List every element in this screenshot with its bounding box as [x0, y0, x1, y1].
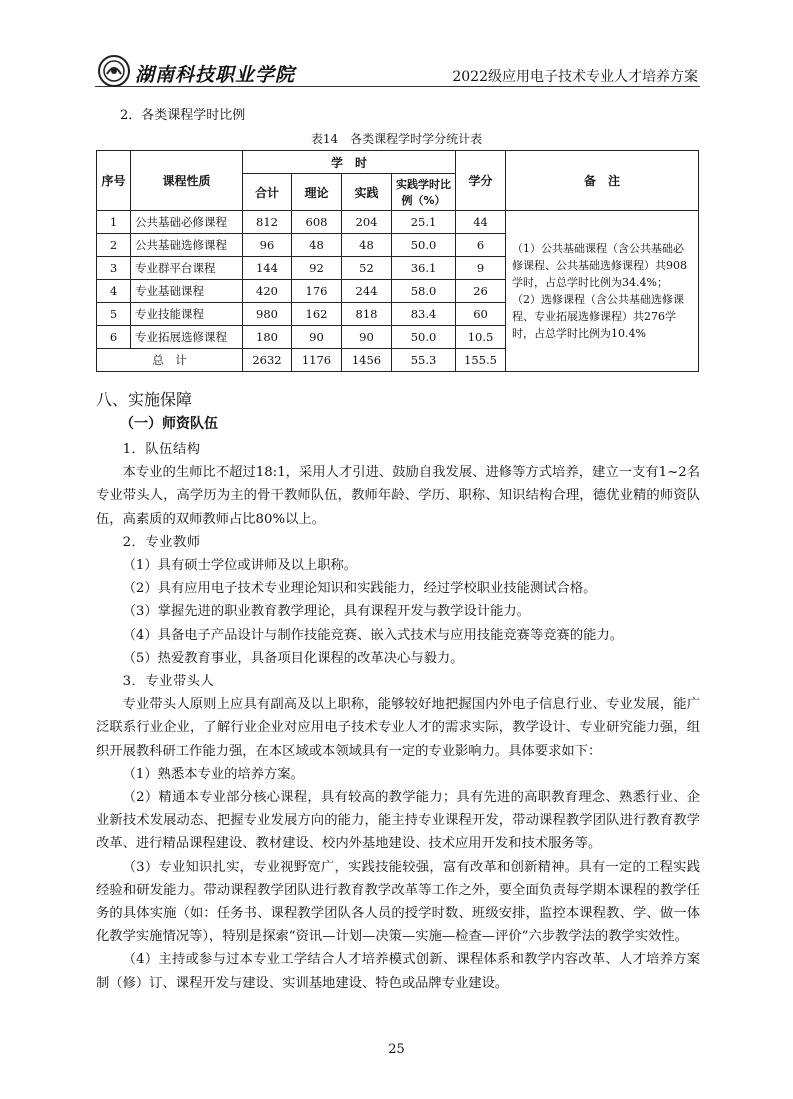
cell-ratio: 58.0	[392, 280, 456, 303]
list-item: （4）具备电子产品设计与制作技能竞赛、嵌入式技术与应用技能竞赛等竞赛的能力。	[122, 627, 624, 643]
summary-credits: 155.5	[456, 349, 506, 372]
note-2: （2）选修课程（含公共基础选修课程、专业拓展选修课程）共276学时，占总学时比例为10.4%	[512, 293, 685, 340]
header-notes: 备 注	[506, 151, 699, 211]
header-theory: 理论	[292, 174, 342, 211]
cell-credits: 9	[456, 257, 506, 280]
summary-theory: 1176	[292, 349, 342, 372]
header-hours: 学 时	[243, 151, 456, 174]
team-structure-title: 1．队伍结构	[122, 442, 201, 457]
cell-index: 5	[97, 303, 131, 326]
cell-theory: 176	[292, 280, 342, 303]
cell-total: 96	[243, 234, 292, 257]
course-hours-table	[96, 150, 699, 372]
list-item: （3）掌握先进的职业教育教学理论，具有课程开发与教学设计能力。	[122, 604, 530, 620]
cell-practice: 204	[342, 211, 392, 234]
list-item: （3）专业知识扎实，专业视野宽广，实践技能较强，富有改革和创新精神。具有一定的工程实践经验和研发能力。带动课程教学团队进行教育教学改革等工作之外，要全面负责每学期本课程的教学任务的具体实施（如：任务书、课程教学团队各人员的授学时数、班级安排，监控本课程教、学、做一体化教学实施情况等），特别是探索“资讯—计划—决策—实施—检查—评价”六步教学法的教学实效性。	[96, 859, 700, 945]
header-index: 序号	[97, 151, 131, 211]
cell-practice: 244	[342, 280, 392, 303]
cell-credits: 60	[456, 303, 506, 326]
list-item: （5）热爱教育事业，具备项目化课程的改革决心与毅力。	[122, 650, 464, 666]
cell-theory: 90	[292, 326, 342, 349]
cell-total: 980	[243, 303, 292, 326]
cell-ratio: 50.0	[392, 326, 456, 349]
list-item: （1）熟悉本专业的培养方案。	[122, 766, 304, 782]
cell-credits: 10.5	[456, 326, 506, 349]
section-title: 2．各类课程学时比例	[120, 108, 246, 123]
cell-theory: 92	[292, 257, 342, 280]
cell-ratio: 25.1	[392, 211, 456, 234]
cell-total: 420	[243, 280, 292, 303]
list-item: （2）精通本专业部分核心课程，具有较高的教学能力；具有先进的高职教育理念、熟悉行业、企业新技术发展动态、把握专业发展方向的能力，能主持专业课程开发，带动课程教学团队进行教育教学改革、进行精品课程建设、教材建设、校内外基地建设、技术应用开发和技术服务等。	[96, 790, 700, 852]
cell-ratio: 36.1	[392, 257, 456, 280]
summary-ratio: 55.3	[392, 349, 456, 372]
cell-index: 1	[97, 211, 131, 234]
document-title: 2022级应用电子技术专业人才培养方案	[452, 69, 698, 85]
table-caption: 表14 各类课程学时学分统计表	[310, 132, 483, 146]
cell-index: 3	[97, 257, 131, 280]
cell-practice: 52	[342, 257, 392, 280]
cell-practice: 818	[342, 303, 392, 326]
cell-theory: 608	[292, 211, 342, 234]
cell-total: 812	[243, 211, 292, 234]
school-name: 湖南科技职业学院	[135, 64, 296, 86]
list-item: （1）具有硕士学位或讲师及以上职称。	[122, 558, 358, 574]
cell-practice: 48	[342, 234, 392, 257]
team-structure-text: 本专业的生师比不超过18:1，采用人才引进、鼓励自我发展、进修等方式培养，建立一支有1~2名专业带头人，高学历为主的骨干教师队伍，教师年龄、学历、职称、知识结构合理，德优业精的师资队伍，高素质的双师教师占比80%以上。	[96, 465, 700, 527]
cell-theory: 48	[292, 234, 342, 257]
cell-index: 6	[97, 326, 131, 349]
cell-type: 专业拓展选修课程	[131, 326, 243, 349]
section-heading: 八、实施保障	[96, 390, 193, 409]
subsection-heading: （一）师资队伍	[120, 416, 218, 432]
cell-type: 专业基础课程	[131, 280, 243, 303]
cell-type: 专业技能课程	[131, 303, 243, 326]
page-header	[95, 52, 700, 87]
list-item: （4）主持或参与过本专业工学结合人才培养模式创新、课程体系和教学内容改革、人才培养方案制（修）订、课程开发与建设、实训基地建设、特色或品牌专业建设。	[96, 952, 700, 991]
summary-practice: 1456	[342, 349, 392, 372]
body-text	[96, 438, 700, 995]
leader-intro: 专业带头人原则上应具有副高及以上职称，能够较好地把握国内外电子信息行业、专业发展，能广泛联系行业企业，了解行业企业对应用电子技术专业人才的需求实际，教学设计、专业研究能力强，组织开展教科研工作能力强，在本区域或本领域具有一定的专业影响力。具体要求如下：	[96, 697, 700, 759]
school-logo-icon	[97, 54, 131, 88]
cell-credits: 6	[456, 234, 506, 257]
note-1: （1）公共基础课程（含公共基础必修课程、公共基础选修课程）共908学时，占总学时比例为34.4%；	[512, 242, 688, 289]
cell-theory: 162	[292, 303, 342, 326]
list-item: （2）具有应用电子技术专业理论知识和实践能力，经过学校职业技能测试合格。	[122, 581, 597, 597]
notes-cell	[506, 211, 699, 372]
cell-index: 4	[97, 280, 131, 303]
cell-credits: 26	[456, 280, 506, 303]
header-ratio: 实践学时比例（%）	[392, 174, 456, 211]
header-type: 课程性质	[131, 151, 243, 211]
cell-total: 144	[243, 257, 292, 280]
leader-title: 3．专业带头人	[122, 674, 215, 690]
cell-ratio: 83.4	[392, 303, 456, 326]
header-credits: 学分	[456, 151, 506, 211]
cell-type: 专业群平台课程	[131, 257, 243, 280]
header-total: 合计	[243, 174, 292, 211]
summary-label: 总 计	[97, 349, 243, 372]
cell-type: 公共基础必修课程	[131, 211, 243, 234]
page-number: 25	[388, 1042, 405, 1057]
cell-index: 2	[97, 234, 131, 257]
cell-practice: 90	[342, 326, 392, 349]
cell-credits: 44	[456, 211, 506, 234]
cell-type: 公共基础选修课程	[131, 234, 243, 257]
header-practice: 实践	[342, 174, 392, 211]
cell-ratio: 50.0	[392, 234, 456, 257]
teachers-title: 2．专业教师	[122, 534, 201, 550]
summary-total: 2632	[243, 349, 292, 372]
table-row	[97, 211, 699, 234]
cell-total: 180	[243, 326, 292, 349]
